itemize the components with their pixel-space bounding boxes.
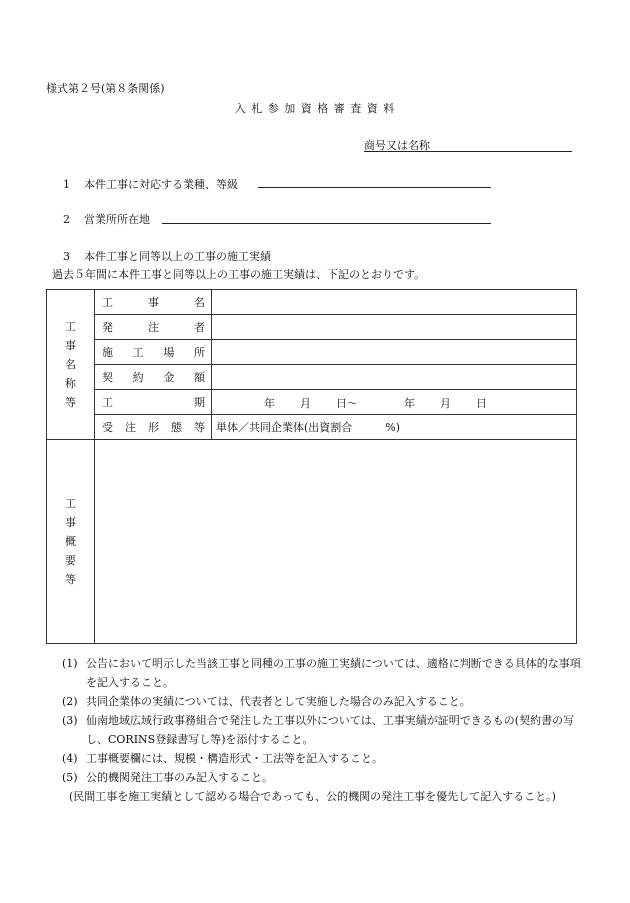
form-id: 様式第２号(第８条関係) [46, 82, 165, 95]
section-construction-overview: 工 事 概 要 等 [47, 440, 95, 644]
label-period: 工 期 [95, 390, 212, 415]
item-1-num: 1 [63, 178, 70, 191]
note-5: (5) 公的機関発注工事のみ記入すること。 [62, 771, 273, 784]
item-2-label: 営業所所在地 [84, 213, 150, 226]
form-title: 入 札 参 加 資 格 審 査 資 料 [234, 102, 396, 115]
period-month-1: 月 [300, 397, 311, 410]
label-contract-amount: 契 約 金 額 [95, 365, 212, 390]
value-contract-amount[interactable] [212, 365, 577, 390]
item-3-num: 3 [63, 250, 70, 263]
note-4: (4) 工事概要欄には、規模・構造形式・工法等を記入すること。 [62, 752, 383, 765]
section-construction-name: 工 事 名 称 等 [47, 290, 95, 440]
period-year-2: 年 [404, 397, 415, 410]
construction-record-table [46, 289, 577, 644]
value-site[interactable] [212, 340, 577, 365]
label-construction-name: 工 事 名 [95, 290, 212, 315]
industry-grade-field[interactable] [258, 187, 491, 188]
item-3 [63, 248, 271, 264]
item-3-label: 本件工事と同等以上の工事の施工実績 [84, 250, 271, 263]
period-month-2: 月 [440, 397, 451, 410]
period-day-2: 日 [476, 397, 487, 410]
note-3: (3) 仙南地域広域行政事務組合で発注した工事以外については、工事実績が証明できるもの(契約書の写し、CORINS登録書写し等)を添付すること。 [62, 714, 575, 746]
value-contract-form[interactable]: 単体／共同企業体(出資割合 %) [212, 415, 577, 440]
company-name-field[interactable] [364, 151, 572, 152]
company-name-label: 商号又は名称 [364, 139, 430, 152]
label-contract-form: 受 注 形 態 等 [95, 415, 212, 440]
intro-text: 過去５年間に本件工事と同等以上の工事の施工実績は、下記のとおりです。 [52, 268, 426, 281]
note-2: (2) 共同企業体の実績については、代表者として実施した場合のみ記入すること。 [62, 695, 471, 708]
label-client: 発 注 者 [95, 315, 212, 340]
value-client[interactable] [212, 315, 577, 340]
item-2 [63, 211, 150, 227]
item-2-num: 2 [63, 213, 70, 226]
office-location-field[interactable] [162, 223, 491, 224]
note-supplement: (民間工事を施工実績として認める場合であっても、公的機関の発注工事を優先して記入すること。) [69, 790, 556, 803]
label-site: 施 工 場 所 [95, 340, 212, 365]
notes [62, 654, 582, 806]
period-year-1: 年 [264, 397, 275, 410]
value-construction-name[interactable] [212, 290, 577, 315]
value-period[interactable] [212, 390, 577, 415]
note-1: (1) 公告において明示した当該工事と同種の工事の施工実績については、適格に判断できる具体的な事項を記入すること。 [62, 657, 581, 689]
period-day-1: 日〜 [336, 397, 358, 410]
value-construction-overview[interactable] [95, 440, 577, 644]
item-1 [63, 176, 238, 192]
item-1-label: 本件工事に対応する業種、等級 [84, 178, 238, 191]
